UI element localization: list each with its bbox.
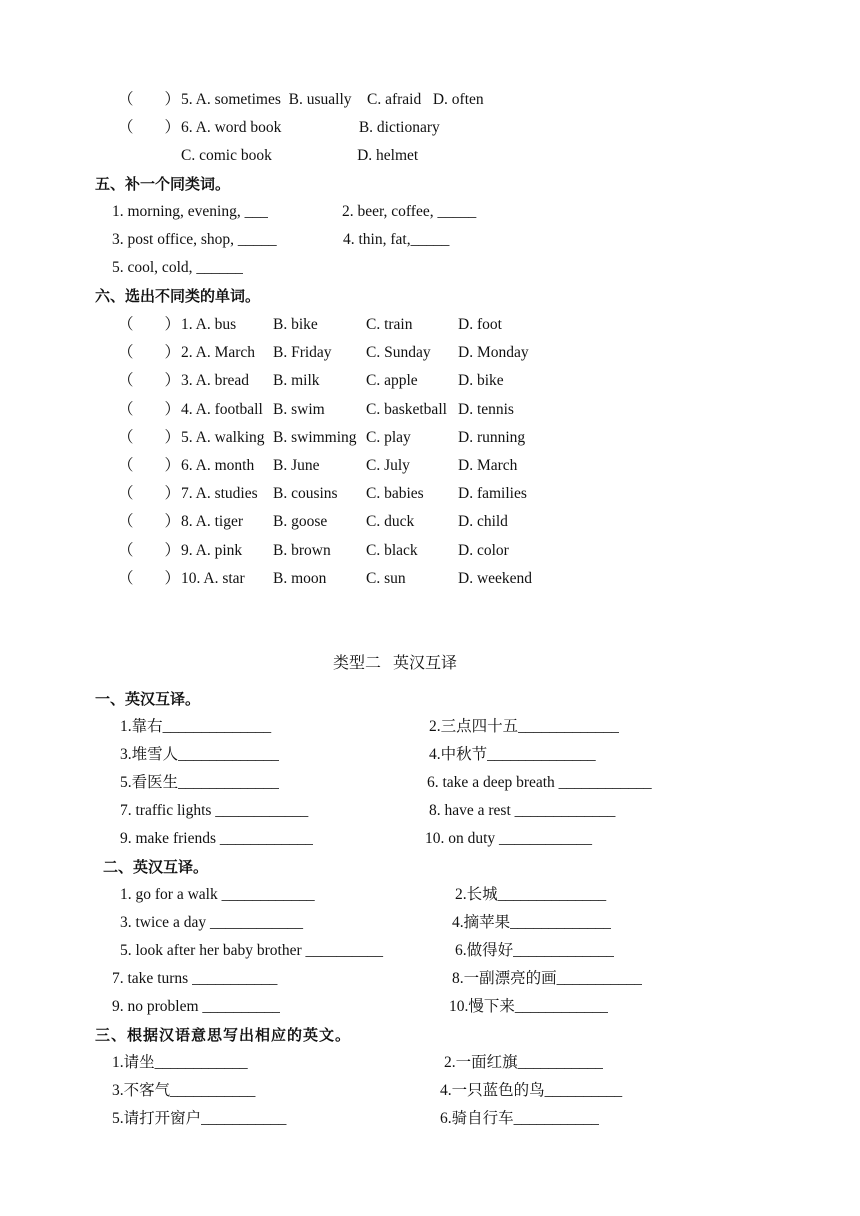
- answer-paren: （ ）: [118, 316, 181, 333]
- question-text: 2.三点四十五_____________: [429, 718, 619, 735]
- choice-option-d: D. color: [458, 541, 509, 559]
- choice-option-b: B. June: [273, 457, 320, 474]
- question-text: 8. have a rest _____________: [429, 802, 616, 819]
- choice-option-d: D. foot: [458, 316, 502, 333]
- choice-option-c: C. July: [366, 457, 410, 474]
- choice-option-b: B. goose: [273, 513, 328, 531]
- answer-paren: （ ）: [118, 91, 181, 108]
- choice-option-b: B. swimming: [273, 428, 357, 446]
- answer-paren: （ ）: [118, 485, 181, 503]
- choice-option-c: C. sun: [366, 569, 406, 587]
- section-heading: 六、选出不同类的单词。: [95, 287, 261, 305]
- choice-option-b: B. brown: [273, 541, 331, 559]
- answer-paren: （ ）: [118, 344, 181, 362]
- section-heading: 一、英汉互译。: [95, 690, 201, 708]
- question-text: 4.中秋节______________: [429, 746, 596, 763]
- answer-paren: （ ）: [118, 513, 181, 531]
- answer-paren: （ ）: [118, 457, 181, 474]
- choice-option-d: D. running: [458, 428, 526, 446]
- part-title: 类型二 英汉互译: [333, 655, 458, 672]
- question-text: 6.做得好_____________: [455, 942, 614, 959]
- question-text: 2.长城______________: [455, 886, 607, 903]
- question-text: 9. no problem __________: [112, 998, 280, 1015]
- choice-option-d: D. child: [458, 513, 508, 531]
- question-text: 7. traffic lights ____________: [120, 802, 309, 819]
- choice-option-a: 7. A. studies: [181, 485, 258, 503]
- question-text: 7. take turns ___________: [112, 970, 278, 987]
- question-text: 2.一面红旗___________: [444, 1054, 603, 1071]
- question-text: 1.靠右______________: [120, 718, 272, 735]
- choice-option-c: C. babies: [366, 485, 424, 503]
- choice-option-c: C. Sunday: [366, 344, 431, 362]
- choice-option-a: 1. A. bus: [181, 316, 237, 333]
- choice-option-b: B. bike: [273, 316, 318, 333]
- choice-option-a: 5. A. walking: [181, 428, 265, 446]
- choice-option-a: 10. A. star: [181, 569, 245, 587]
- question-text: 6.骑自行车___________: [440, 1110, 599, 1127]
- choice-option-d: D. families: [458, 485, 527, 503]
- choice-option-b: B. cousins: [273, 485, 338, 503]
- answer-paren: （ ）: [118, 372, 181, 390]
- choice-option-c: C. apple: [366, 372, 418, 390]
- question-text: 3.不客气___________: [112, 1082, 256, 1099]
- choice-option-d: D. Monday: [458, 344, 529, 362]
- choice-option-a: 4. A. football: [181, 400, 263, 418]
- question-text: 4. thin, fat,_____: [343, 231, 450, 248]
- question-text: 5. cool, cold, ______: [112, 259, 243, 276]
- choice-option-b: B. milk: [273, 372, 320, 390]
- choice-option-c: C. train: [366, 316, 413, 333]
- question-text: 1. go for a walk ____________: [120, 886, 315, 903]
- answer-paren: （ ）: [118, 400, 181, 418]
- question-text: 6. A. word book B. dictionary: [181, 119, 440, 136]
- answer-paren: （ ）: [118, 569, 181, 587]
- choice-option-d: D. bike: [458, 372, 504, 390]
- question-text: 3. post office, shop, _____: [112, 231, 277, 248]
- question-text: 10. on duty ____________: [425, 830, 593, 847]
- section-heading: 三、根据汉语意思写出相应的英文。: [95, 1026, 352, 1044]
- question-text: C. comic book D. helmet: [181, 147, 419, 164]
- answer-paren: （ ）: [118, 119, 181, 136]
- choice-option-b: B. Friday: [273, 344, 332, 362]
- question-text: 1. morning, evening, ___: [112, 203, 268, 220]
- question-text: 9. make friends ____________: [120, 830, 313, 847]
- choice-option-a: 3. A. bread: [181, 372, 250, 390]
- choice-option-a: 9. A. pink: [181, 541, 243, 559]
- question-text: 3.堆雪人_____________: [120, 746, 279, 763]
- choice-option-a: 8. A. tiger: [181, 513, 243, 531]
- choice-option-c: C. basketball: [366, 400, 447, 418]
- answer-paren: （ ）: [118, 541, 181, 559]
- choice-option-a: 2. A. March: [181, 344, 256, 362]
- question-text: 5. A. sometimes B. usually C. afraid D. often: [181, 91, 484, 108]
- question-text: 3. twice a day ____________: [120, 914, 303, 931]
- choice-option-b: B. swim: [273, 400, 325, 418]
- choice-option-b: B. moon: [273, 569, 327, 587]
- question-text: 5. look after her baby brother __________: [120, 942, 384, 959]
- question-text: 1.请坐____________: [112, 1054, 248, 1071]
- choice-option-c: C. play: [366, 428, 411, 446]
- question-text: 4.一只蓝色的鸟__________: [440, 1082, 623, 1099]
- choice-option-a: 6. A. month: [181, 457, 255, 474]
- choice-option-c: C. black: [366, 541, 418, 559]
- question-text: 8.一副漂亮的画___________: [452, 970, 642, 987]
- section-heading: 五、补一个同类词。: [95, 175, 231, 193]
- choice-option-d: D. March: [458, 457, 518, 474]
- choice-option-d: D. tennis: [458, 400, 514, 418]
- question-text: 4.摘苹果_____________: [452, 914, 611, 931]
- section-heading: 二、英汉互译。: [103, 858, 209, 876]
- answer-paren: （ ）: [118, 428, 181, 446]
- question-text: 10.慢下来____________: [449, 998, 608, 1015]
- question-text: 2. beer, coffee, _____: [342, 203, 477, 220]
- question-text: 6. take a deep breath ____________: [427, 774, 652, 791]
- choice-option-d: D. weekend: [458, 569, 533, 587]
- question-text: 5.请打开窗户___________: [112, 1110, 287, 1127]
- choice-option-c: C. duck: [366, 513, 415, 531]
- question-text: 5.看医生_____________: [120, 774, 279, 791]
